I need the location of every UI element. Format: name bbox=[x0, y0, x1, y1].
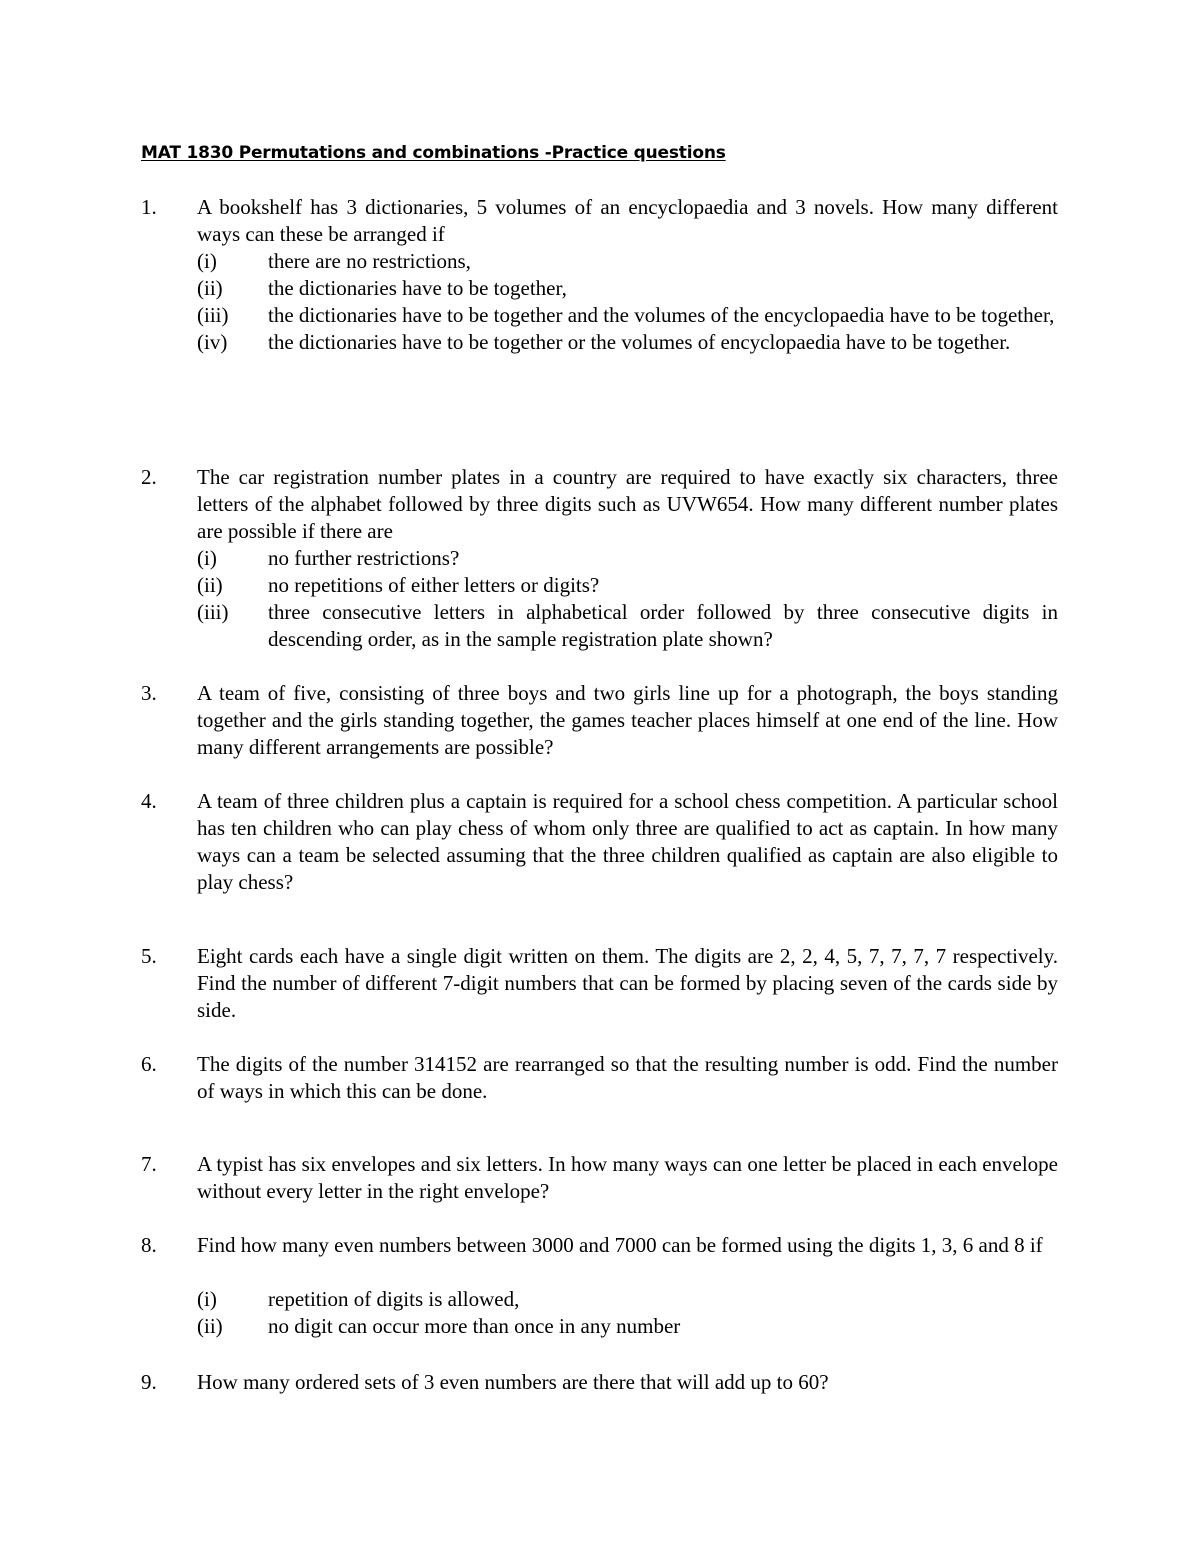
part-label: (ii) bbox=[197, 276, 223, 300]
part-label: (ii) bbox=[197, 573, 223, 597]
part-text: no further restrictions? bbox=[268, 546, 460, 570]
question-part bbox=[197, 1286, 1058, 1313]
question-part bbox=[197, 572, 1058, 599]
question-part bbox=[197, 302, 1058, 329]
question-text: A team of three children plus a captain is required for a school chess competition. A particular school has ten children who can play chess of whom only three are qualified to act as captain. In how many ways can a team be selected assuming that the three children qualified as captain are also eligible to play chess? bbox=[197, 789, 1058, 894]
question-part bbox=[197, 599, 1058, 653]
part-text: no digit can occur more than once in any number bbox=[268, 1314, 681, 1338]
question-part bbox=[197, 248, 1058, 275]
question-parts bbox=[197, 545, 1058, 653]
question-text: Find how many even numbers between 3000 and 7000 can be formed using the digits 1, 3, 6 and 8 if bbox=[197, 1233, 1043, 1257]
part-text: three consecutive letters in alphabetical order followed by three consecutive digits in descending order, as in the sample registration plate shown? bbox=[268, 600, 1058, 651]
question-parts bbox=[197, 1286, 1058, 1340]
question-number: 4. bbox=[141, 789, 157, 813]
question-number: 6. bbox=[141, 1052, 157, 1076]
question-part bbox=[197, 329, 1058, 356]
question-text: A typist has six envelopes and six letters. In how many ways can one letter be placed in each envelope without every letter in the right envelope? bbox=[197, 1152, 1058, 1203]
question-text: How many ordered sets of 3 even numbers are there that will add up to 60? bbox=[197, 1370, 829, 1394]
part-text: there are no restrictions, bbox=[268, 249, 471, 273]
question-number: 9. bbox=[141, 1370, 157, 1394]
part-label: (iii) bbox=[197, 303, 229, 327]
question-part bbox=[197, 545, 1058, 572]
part-label: (iv) bbox=[197, 330, 228, 354]
part-text: no repetitions of either letters or digits? bbox=[268, 573, 600, 597]
part-text: repetition of digits is allowed, bbox=[268, 1287, 520, 1311]
question-number: 3. bbox=[141, 681, 157, 705]
question-number: 8. bbox=[141, 1233, 157, 1257]
question-text: The car registration number plates in a country are required to have exactly six characters, three letters of the alphabet followed by three digits such as UVW654. How many different number plates are possible if there are bbox=[197, 465, 1058, 543]
question-text: A bookshelf has 3 dictionaries, 5 volumes of an encyclopaedia and 3 novels. How many different ways can these be arranged if bbox=[197, 195, 1058, 246]
part-label: (i) bbox=[197, 1287, 217, 1311]
part-label: (i) bbox=[197, 249, 217, 273]
question-number: 7. bbox=[141, 1152, 157, 1176]
question-parts bbox=[197, 248, 1058, 356]
question-text: A team of five, consisting of three boys and two girls line up for a photograph, the boys standing together and the girls standing together, the games teacher places himself at one end of the line. How many different arrangements are possible? bbox=[197, 681, 1058, 759]
question-text: The digits of the number 314152 are rearranged so that the resulting number is odd. Find the number of ways in which this can be done. bbox=[197, 1052, 1058, 1103]
question-text: Eight cards each have a single digit written on them. The digits are 2, 2, 4, 5, 7, 7, 7, 7 respectively. Find the number of different 7-digit numbers that can be formed by placing seven of the cards side by side. bbox=[197, 944, 1058, 1022]
part-text: the dictionaries have to be together and the volumes of the encyclopaedia have to be together, bbox=[268, 303, 1055, 327]
question-number: 2. bbox=[141, 465, 157, 489]
question-number: 1. bbox=[141, 195, 157, 219]
part-text: the dictionaries have to be together or the volumes of encyclopaedia have to be together. bbox=[268, 330, 1011, 354]
part-label: (iii) bbox=[197, 600, 229, 624]
part-label: (i) bbox=[197, 546, 217, 570]
document-title: MAT 1830 Permutations and combinations -Practice questions bbox=[141, 143, 726, 163]
question-part bbox=[197, 1313, 1058, 1340]
question-part bbox=[197, 275, 1058, 302]
part-text: the dictionaries have to be together, bbox=[268, 276, 567, 300]
part-label: (ii) bbox=[197, 1314, 223, 1338]
question-number: 5. bbox=[141, 944, 157, 968]
